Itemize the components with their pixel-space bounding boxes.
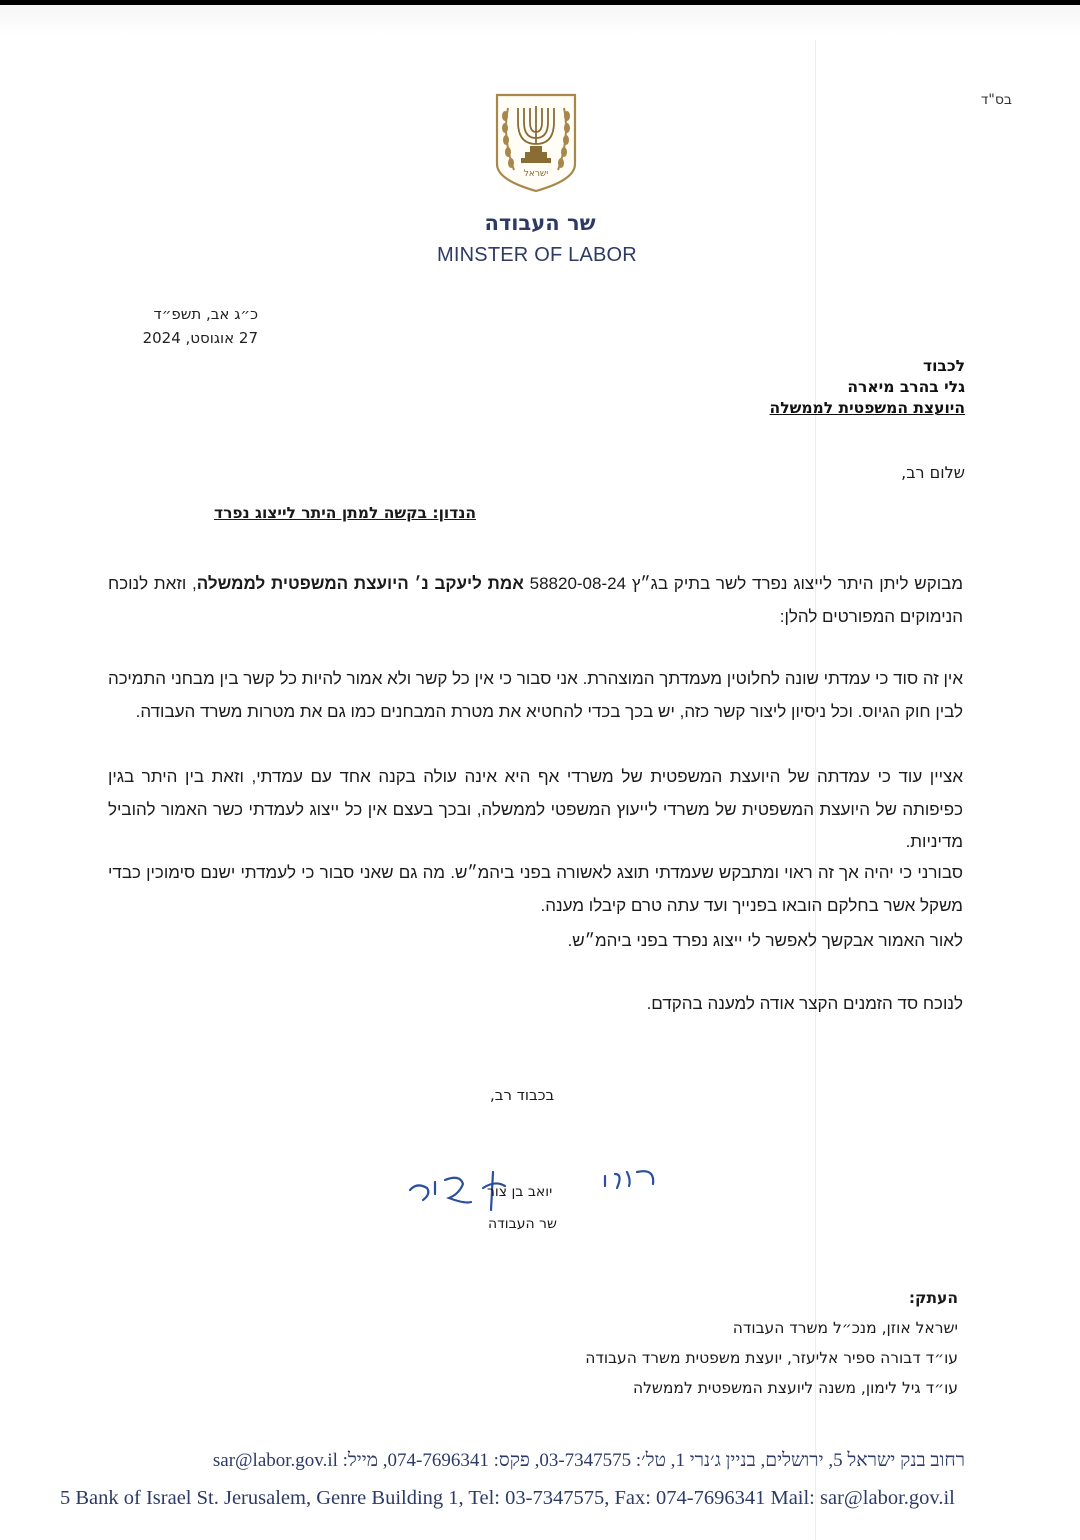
scan-shadow (0, 5, 1080, 35)
paragraph-urgency: לנוכח סד הזמנים הקצר אודה למענה בהקדם. (646, 994, 963, 1013)
cc-item: ישראל אוזן, מנכ״ל משרד העבודה (732, 1319, 958, 1337)
recipient-title: היועצת המשפטית לממשלה (769, 399, 965, 417)
greeting: שלום רב, (901, 463, 965, 482)
date-hebrew: כ״ג אב, תשפ״ד (153, 305, 258, 323)
bsd-header: בס"ד (980, 92, 1012, 108)
ministry-title-hebrew: שר העבודה (484, 211, 596, 235)
svg-text:ישראל: ישראל (523, 169, 549, 179)
date-gregorian: 27 אוגוסט, 2024 (142, 329, 258, 347)
footer-address-english: 5 Bank of Israel St. Jerusalem, Genre Building 1, Tel: 03-7347575, Fax: 074-7696341 Mail: sar@labor.gov.il (60, 1487, 955, 1509)
recipient-name: גלי בהרב מיארה (847, 378, 965, 396)
cc-list (585, 1283, 958, 1403)
paragraph-request-repeat: לאור האמור אבקשך לאפשר לי ייצוג נפרד בפני ביהמ״ש. (567, 931, 963, 950)
case-name: אמת ליעקב נ׳ היועצת המשפטית לממשלה (196, 574, 524, 593)
recipient-honorific: לכבוד (922, 357, 965, 375)
subject-line: הנדון: בקשה למתן היתר לייצוג נפרד (213, 504, 477, 522)
recipient-block (770, 356, 965, 419)
paragraph-request: מבוקש ליתן היתר לייצוג נפרד לשר בתיק בג״ץ 58820-08-24 אמת ליעקב נ׳ היועצת המשפטית לממשלה, וזאת לנוכח הנימוקים המפורטים להלן: (108, 574, 964, 626)
footer-address-hebrew: רחוב בנק ישראל 5, ירושלים, בניין ג׳נרי 1, טל׳: 03-7347575, פקס: 074-7696341, מייל: sar@labor.gov.il (212, 1450, 965, 1471)
cc-item: עו״ד דבורה ספיר אליעזר, יועצת משפטית משרד העבודה (585, 1349, 958, 1367)
signer-title: שר העבודה (488, 1216, 557, 1232)
cc-label: העתק: (908, 1289, 958, 1307)
paragraph-court: סבורני כי יהיה אך זה ראוי ומתבקש שעמדתי תוצג לאשורה בפני ביהמ״ש. מה גם שאני סבור כי לעמדתי ישנם סימוכין כבדי משקל אשר בחלקם הובאו בפנייך ועד עתה טרם קיבלו מענה. (108, 863, 963, 915)
letter-date (118, 302, 258, 350)
paragraph-legal-advisor: אציין עוד כי עמדתה של היועצת המשפטית של משרדי אף היא אינה עולה בקנה אחד עם עמדתי, וזאת בין היתר בגין כפיפותה של היועצת המשפטית של משרדי לייעוץ המשפטי לממשלה, ובכך בעצם אין כל ייצוג לעמדתי כשר האמור להוביל מדיניות. (108, 767, 963, 851)
ministry-title-english: MINSTER OF LABOR (437, 244, 637, 266)
closing: בכבוד רב, (490, 1086, 555, 1104)
state-emblem-menorah-icon (494, 92, 578, 194)
paragraph-position: אין זה סוד כי עמדתי שונה לחלוטין מעמדתך המוצהרת. אני סבור כי אין כל קשר ולא אמור להיות כל קשר בין מבחני התמיכה לבין חוק הגיוס. וכל ניסיון ליצור קשר כזה, יש בכך בכדי להחטיא את מטרת המבחנים כמו גם את מטרות משרד העבודה. (108, 669, 963, 721)
cc-item: עו״ד גיל לימון, משנה ליועצת המשפטית לממשלה (632, 1379, 958, 1397)
signer-name: יואב בן צור (487, 1184, 553, 1200)
